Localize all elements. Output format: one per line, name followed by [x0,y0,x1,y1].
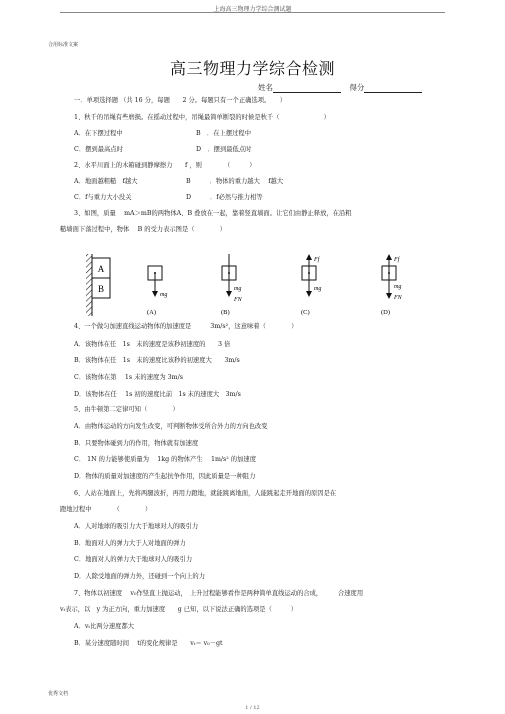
diagram-option-a[interactable] [147,266,167,316]
fn-label: FN [394,295,402,301]
q4-option-d: D．该物体在任 1s 初的速度比前 1s 末的速度大 3m/s [74,391,241,398]
mg-label: mg [160,292,168,298]
q3-stem-line2: 糙墙面下落过程中，物体 B 的受力表示图是（ ） [60,226,227,233]
mg-label: mg [314,286,322,292]
q1-option-b: B ．在上摆过程中 [196,130,252,137]
block-b-label: B [97,284,105,294]
mg-label: mg [234,286,242,292]
q4-option-a: A．该物体在任 1s 末的速度是该秒初速度的 3 倍 [74,341,231,348]
fn-label: FN [234,297,242,303]
force-diagrams [84,252,424,320]
ff-label: Ff [314,257,320,263]
diagram-option-c[interactable] [301,255,321,316]
page-title: 高三物理力学综合检测 [169,59,335,78]
q7-option-b: B．某分速度随时间 t的变化规律是 vₜ＝ v₀－gt [74,640,223,647]
q7-stem-line1: 7、物体以初速度 v₀作竖直上抛运动， 上升过程能够看作是两种简单直线运动的合成， 合速度用 [74,590,364,597]
name-label: 姓名 [258,83,273,92]
q2-option-d: D ．f必然与推力相等 [186,194,263,201]
q6-option-b: B．地面对人的弹力大于人对地面的弹力 [74,540,186,547]
q4-stem: 4、一个做匀加速直线运动物体的加速度是 3m/s²，这意味着（ ） [74,323,298,330]
option-c-label: (C) [301,309,310,316]
q5-option-d: D．物体的质量对加速度的产生起抗争作用，因此质量是一种阻力 [74,473,256,480]
q1-option-a: A．在下摆过程中 [74,130,123,137]
page-number: 1 / 12 [245,705,260,711]
section-heading: 一．单项选择题 （共 16 分，每题 2 分。每题只有一个正确选项。 ） [74,97,287,104]
diagram-option-b[interactable] [221,254,243,316]
option-a-label: (A) [147,309,157,316]
name-score-line [258,82,422,93]
q6-stem-line2: 蹬地过程中 （ ） [60,506,152,513]
q5-option-a: A．由物体运动的方向发生改变，可判断物体受所合外力的方向也改变 [74,423,268,430]
score-blank[interactable] [364,85,422,93]
q7-stem-line2: vₜ表示，以 y 为正方向，重力加速度 g 已知，以下说法正确的选项是（ ） [60,606,298,613]
q3-stem-line1: 3、如图，质量 mA＞mB的两物体A、B 叠放在一起，靠着竖直墙面。让它们由静止释放，在沿粗 [74,210,352,217]
q1-option-c: C．摆到最高点时 [74,146,123,153]
option-d-label: (D) [381,309,391,316]
force-diagram-figure [84,252,424,324]
q1-stem: 1、秋千的吊绳有些磨损。在摇动过程中，吊绳最简单断裂的时候是秋千（ ） [74,114,330,121]
q5-stem: 5、由牛顿第二定律可知（ ） [74,406,179,413]
q2-option-a: A．地面越粗糙 f越大 [74,178,138,185]
q6-stem-line1: 6、人站在地面上，先将两腿波折，再用力蹬地，就能跳离地面，人能跳起走开地面的原因是在 [74,490,337,497]
wall-and-blocks [86,254,110,316]
option-b-label: (B) [221,309,230,316]
bottom-tag: 优秀文档 [48,691,69,697]
diagram-option-d[interactable] [381,255,403,316]
block-a-label: A [97,264,105,274]
top-tag: 合用标准文案 [48,42,79,48]
q6-option-c: C．地面对人的弹力大于地球对人的吸引力 [74,556,193,563]
q2-option-c: C．f与重力大小没关 [74,194,132,201]
q2-option-b: B ．物体的重力越大 f越大 [186,178,284,185]
q4-option-c: C．该物体在第 1s 末的速度为 3m/s [74,374,183,381]
q5-option-b: B．只要物体碰到力的作用，物体就有加速度 [74,440,199,447]
name-blank[interactable] [273,85,341,93]
running-header: 上海高三物理力学综合测试题 [213,6,292,13]
q5-option-c: C． 1N 的力能够使质量为 1kg 的物体产生 1m/s² 的加速度 [74,456,256,463]
q6-option-d: D．人除受地面的弹力外，还碰到一个向上的力 [74,573,205,580]
q6-option-a: A．人对地球的吸引力大于地球对人的吸引力 [74,523,199,530]
header-rule [60,12,445,13]
q1-option-d: D ．摆到最低点时 [196,146,252,153]
q2-stem: 2、水平川面上的木箱碰到静摩擦力 f ，则 （ ） [74,162,256,169]
q4-option-b: B．该物体在任 1s 末的速度比该秒的初速度大 3m/s [74,357,240,364]
mg-label: mg [394,284,402,290]
q7-option-a: A．vₜ比两分速度都大 [74,623,135,630]
ff-label: Ff [394,257,400,263]
score-label: 得分 [349,83,365,92]
